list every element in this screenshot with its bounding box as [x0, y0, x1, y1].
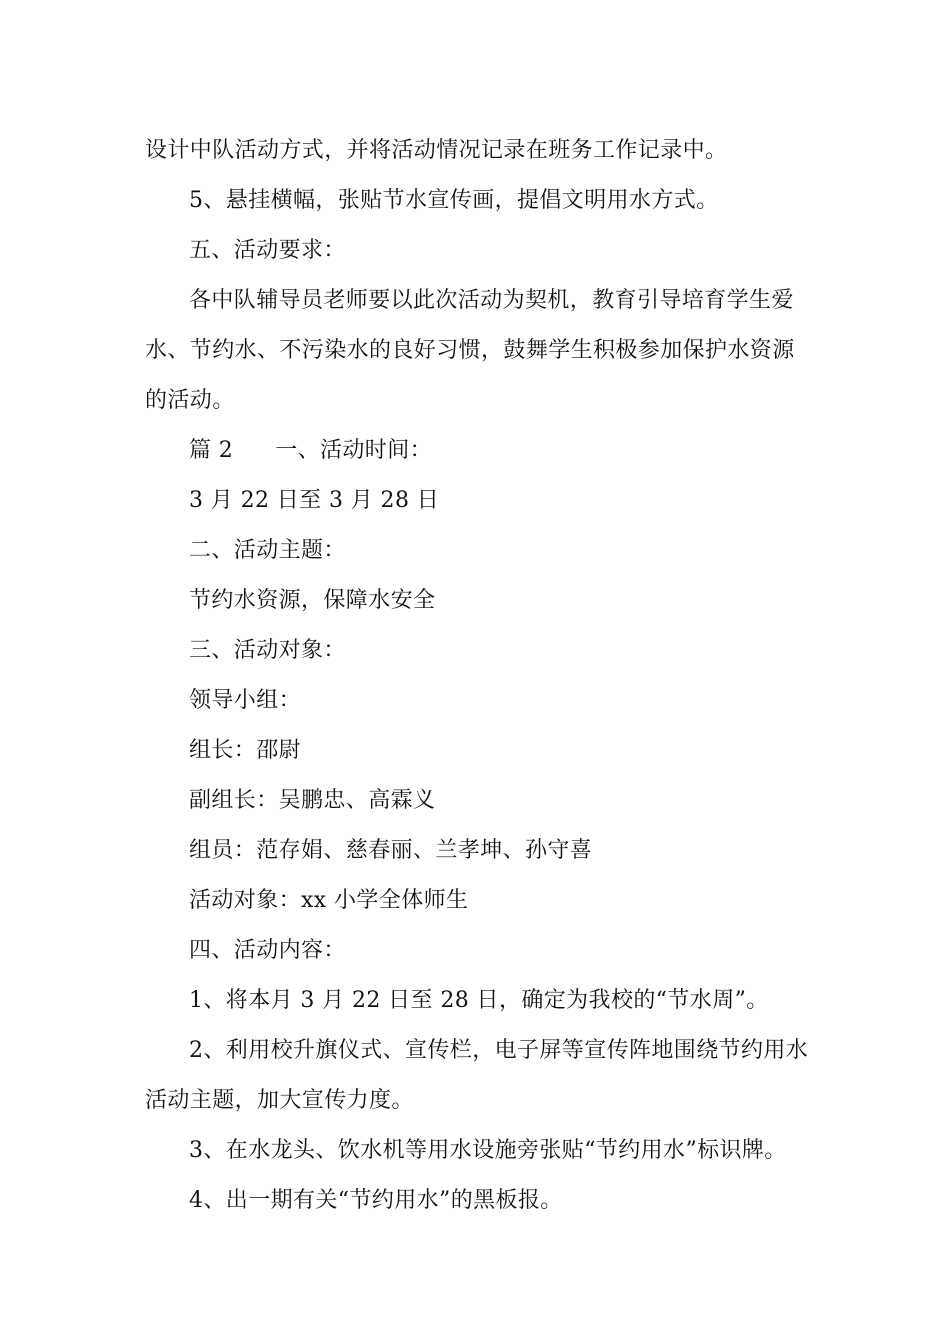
paragraph-line: 水、节约水、不污染水的良好习惯，鼓舞学生积极参加保护水资源 [145, 338, 795, 363]
section-heading: 二、活动主题： [189, 538, 346, 563]
paragraph-line: 3、在水龙头、饮水机等用水设施旁张贴“节约用水”标识牌。 [189, 1138, 787, 1163]
paragraph-line: 节约水资源，保障水安全 [189, 588, 436, 613]
paragraph-line: 2、利用校升旗仪式、宣传栏，电子屏等宣传阵地围绕节约用水 [189, 1038, 809, 1063]
paragraph-line: 的活动。 [145, 388, 235, 413]
paragraph-line: 设计中队活动方式，并将活动情况记录在班务工作记录中。 [145, 138, 728, 163]
section-heading: 一、活动时间： [275, 438, 433, 463]
section-heading: 五、活动要求： [189, 238, 346, 263]
section-heading: 四、活动内容： [189, 938, 346, 963]
paragraph-line: 5、悬挂横幅，张贴节水宣传画，提倡文明用水方式。 [189, 188, 719, 213]
section-heading-line [189, 437, 432, 465]
paragraph-line: 各中队辅导员老师要以此次活动为契机，教育引导培育学生爱 [189, 288, 794, 313]
paragraph-line: 4、出一期有关“节约用水”的黑板报。 [189, 1188, 563, 1213]
paragraph-line: 领导小组： [189, 688, 302, 713]
paragraph-line: 组长：邵尉 [189, 738, 302, 763]
paragraph-line: 副组长：吴鹏忠、高霖义 [189, 788, 436, 813]
paragraph-line: 3 月 22 日至 3 月 28 日 [189, 488, 440, 513]
paragraph-line: 组员：范存娟、慈春丽、兰孝坤、孙守喜 [189, 838, 593, 863]
part-label: 篇 2 [189, 438, 234, 463]
paragraph-line: 活动对象：xx 小学全体师生 [189, 888, 469, 913]
section-heading: 三、活动对象： [189, 638, 346, 663]
paragraph-line: 活动主题，加大宣传力度。 [145, 1088, 414, 1113]
paragraph-line: 1、将本月 3 月 22 日至 28 日，确定为我校的“节水周”。 [189, 988, 769, 1013]
